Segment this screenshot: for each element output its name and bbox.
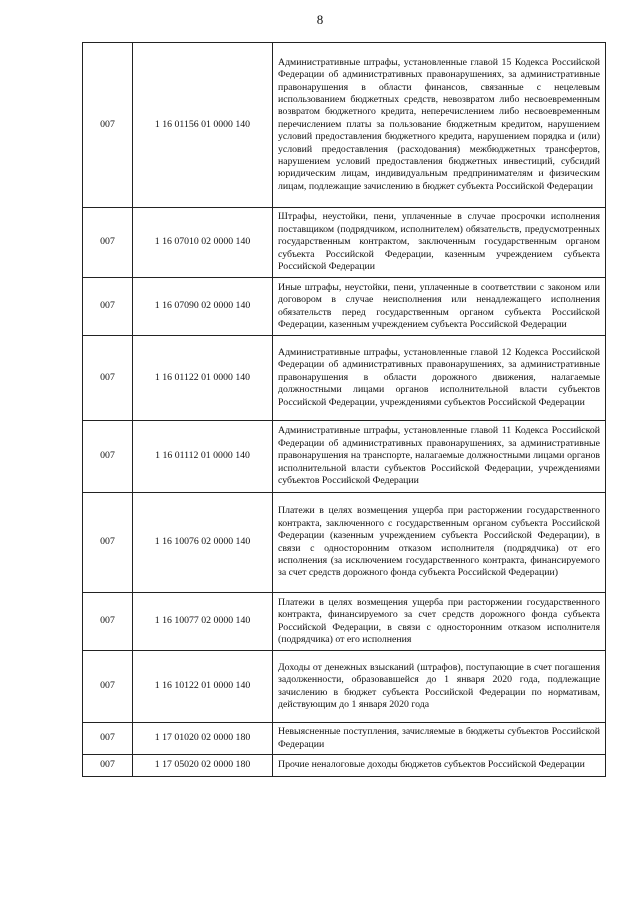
description-cell: Платежи в целях возмещения ущерба при расторжении государственного контракта, финансируемого за счет средств дорожного фонда субъекта Российской Федерации, в связи с односторонним отказом исполнителя (подрядчика) от его исполнения <box>273 593 606 651</box>
admin-code-cell: 007 <box>83 493 133 593</box>
admin-code-cell: 007 <box>83 755 133 777</box>
budget-classification-code-cell: 1 16 10122 01 0000 140 <box>133 651 273 723</box>
description-cell: Административные штрафы, установленные главой 15 Кодекса Российской Федерации об административных правонарушениях, за административные правонарушения в области финансов, связанные с нецелевым использованием бюджетных средств, невозвратом либо несвоевременным возвратом бюджетного кредита, неперечислением либо несвоевременным перечислением платы за пользование бюджетным кредитом, нарушением условий предоставления бюджетного кредита, нарушением порядка и (или) условий предоставления (расходования) межбюджетных трансфертов, нарушением условий предоставления бюджетных инвестиций, субсидий юридическим лицам, индивидуальным предпринимателям и физическим лицам, подлежащие зачислению в бюджет субъекта Российской Федерации <box>273 43 606 208</box>
table-row <box>83 723 606 755</box>
table-row <box>83 651 606 723</box>
table-row <box>83 43 606 208</box>
table-row <box>83 755 606 777</box>
description-cell: Прочие неналоговые доходы бюджетов субъектов Российской Федерации <box>273 755 606 777</box>
description-cell: Невыясненные поступления, зачисляемые в бюджеты субъектов Российской Федерации <box>273 723 606 755</box>
description-cell: Штрафы, неустойки, пени, уплаченные в случае просрочки исполнения поставщиком (подрядчиком, исполнителем) обязательств, предусмотренных государственным контрактом, заключенным государственным органом субъекта Российской Федерации, казенным учреждением субъекта Российской Федерации <box>273 208 606 278</box>
description-cell: Административные штрафы, установленные главой 11 Кодекса Российской Федерации об административных правонарушениях, за административные правонарушения на транспорте, налагаемые должностными лицами органов исполнительной власти субъектов Российской Федерации, учреждениями субъектов Российской Федерации <box>273 421 606 493</box>
budget-classification-code-cell: 1 16 07010 02 0000 140 <box>133 208 273 278</box>
admin-code-cell: 007 <box>83 651 133 723</box>
table-row <box>83 278 606 336</box>
admin-code-cell: 007 <box>83 278 133 336</box>
table-row <box>83 493 606 593</box>
budget-classification-code-cell: 1 16 01122 01 0000 140 <box>133 336 273 421</box>
description-cell: Административные штрафы, установленные главой 12 Кодекса Российской Федерации об административных правонарушениях, за административные правонарушения в области дорожного движения, налагаемые должностными лицами органов исполнительной власти субъектов Российской Федерации, учреждениями субъектов Российской Федерации <box>273 336 606 421</box>
admin-code-cell: 007 <box>83 208 133 278</box>
table-row <box>83 336 606 421</box>
admin-code-cell: 007 <box>83 336 133 421</box>
budget-classification-code-cell: 1 16 10076 02 0000 140 <box>133 493 273 593</box>
table-row <box>83 421 606 493</box>
budget-classification-code-cell: 1 16 01112 01 0000 140 <box>133 421 273 493</box>
admin-code-cell: 007 <box>83 421 133 493</box>
budget-classification-code-cell: 1 16 01156 01 0000 140 <box>133 43 273 208</box>
budget-classification-code-cell: 1 17 05020 02 0000 180 <box>133 755 273 777</box>
budget-classification-code-cell: 1 16 07090 02 0000 140 <box>133 278 273 336</box>
revenue-codes-table <box>82 42 606 777</box>
admin-code-cell: 007 <box>83 723 133 755</box>
budget-classification-code-cell: 1 16 10077 02 0000 140 <box>133 593 273 651</box>
admin-code-cell: 007 <box>83 43 133 208</box>
description-cell: Платежи в целях возмещения ущерба при расторжении государственного контракта, заключенного с государственным органом субъекта Российской Федерации (казенным учреждением субъекта Российской Федерации), в связи с односторонним отказом исполнителя (подрядчика) от его исполнения (за исключением государственного контракта, финансируемого за счет средств дорожного фонда субъекта Российской Федерации) <box>273 493 606 593</box>
table-row <box>83 593 606 651</box>
budget-classification-code-cell: 1 17 01020 02 0000 180 <box>133 723 273 755</box>
description-cell: Иные штрафы, неустойки, пени, уплаченные в соответствии с законом или договором в случае неисполнения или ненадлежащего исполнения обязательств перед государственным органом субъекта Российской Федерации, казенным учреждением субъекта Российской Федерации <box>273 278 606 336</box>
page-number: 8 <box>316 12 324 27</box>
description-cell: Доходы от денежных взысканий (штрафов), поступающие в счет погашения задолженности, образовавшейся до 1 января 2020 года, подлежащие зачислению в бюджет субъекта Российской Федерации по нормативам, действующим до 1 января 2020 года <box>273 651 606 723</box>
admin-code-cell: 007 <box>83 593 133 651</box>
table-row <box>83 208 606 278</box>
